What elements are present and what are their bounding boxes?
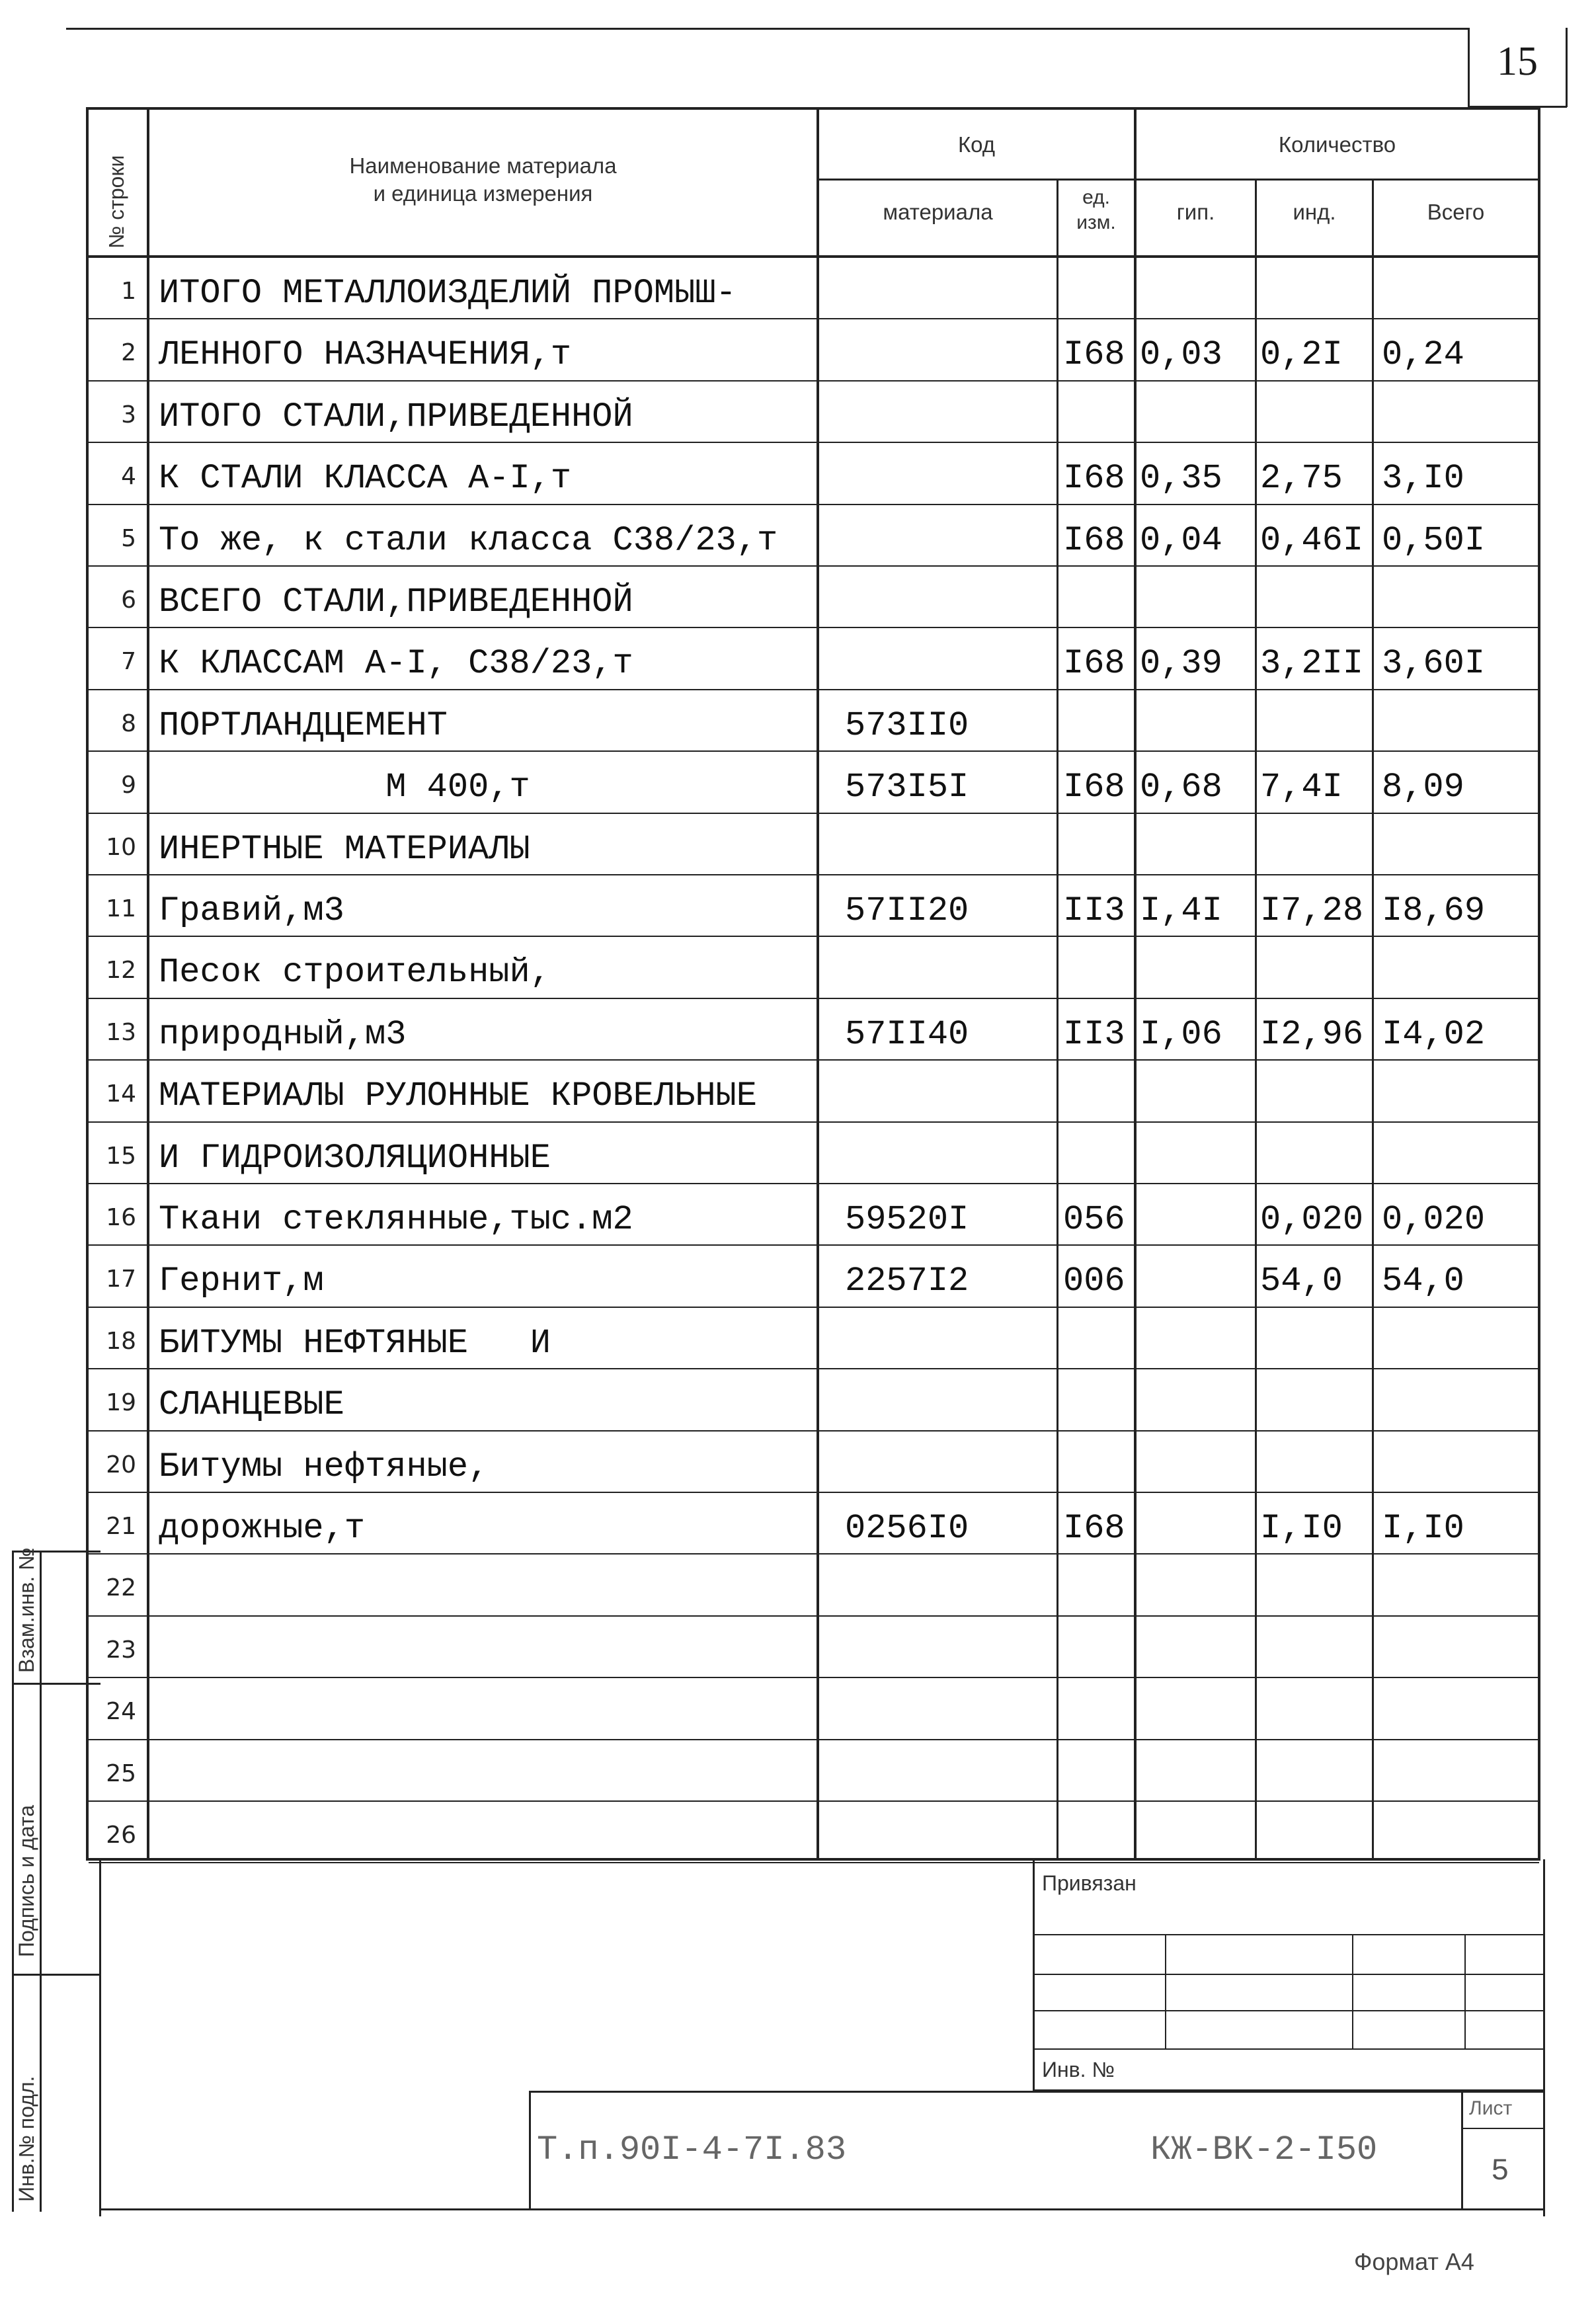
cell-unit-code: 056 (1063, 1200, 1125, 1239)
cell-qty-gip: 0,35 (1140, 459, 1222, 498)
row-number: 9 (121, 772, 136, 799)
cell-qty-gip: I,4I (1140, 891, 1222, 930)
page-number: 15 (1497, 39, 1538, 84)
row-number: 12 (106, 957, 136, 984)
cell-name: Битумы нефтяные, (159, 1447, 489, 1486)
side-vzam-inv: Взам.инв. № (15, 1547, 38, 1673)
cell-name: природный,м3 (159, 1015, 407, 1054)
row-number: 4 (121, 463, 136, 490)
cell-qty-total: I,I0 (1382, 1509, 1464, 1548)
cell-name: Гравий,м3 (159, 891, 344, 930)
sheet-label: Лист (1469, 2097, 1513, 2119)
cell-qty-gip: I,06 (1140, 1015, 1222, 1054)
cell-name: ИТОГО МЕТАЛЛОИЗДЕЛИЙ ПРОМЫШ- (159, 274, 737, 313)
row-number: 18 (106, 1328, 136, 1355)
cell-qty-gip: 0,39 (1140, 644, 1222, 683)
header-name-unit: и единица измерения (373, 181, 593, 206)
row-number: 11 (106, 895, 136, 922)
row-number: 14 (106, 1080, 136, 1108)
cell-qty-ind: I,I0 (1260, 1509, 1343, 1548)
cell-name: К КЛАССАМ А-I, С38/23,т (159, 644, 633, 683)
header-qty-ind: инд. (1293, 200, 1336, 224)
header-name: Наименование материала (349, 153, 617, 178)
cell-qty-ind: 0,2I (1260, 335, 1343, 374)
header-code: Код (957, 132, 996, 157)
cell-material-code: 57II40 (845, 1015, 969, 1054)
cell-name: ПОРТЛАНДЦЕМЕНТ (159, 706, 448, 745)
cell-material-code: 57II20 (845, 891, 969, 930)
cell-unit-code: II3 (1063, 1015, 1125, 1054)
cell-qty-ind: 54,0 (1260, 1262, 1343, 1301)
cell-qty-ind: I2,96 (1260, 1015, 1364, 1054)
cell-name: То же, к стали класса С38/23,т (159, 521, 778, 560)
cell-unit-code: I68 (1063, 1509, 1125, 1548)
cell-qty-total: 8,09 (1382, 768, 1464, 807)
drawing-code: КЖ-ВК-2-I50 (1150, 2130, 1378, 2169)
cell-name: Гернит,м (159, 1262, 324, 1301)
row-number: 13 (106, 1019, 136, 1046)
header-code-unit: ед. изм. (1076, 186, 1116, 233)
cell-unit-code: I68 (1063, 521, 1125, 560)
row-number: 5 (121, 525, 136, 552)
privyazan-label: Привязан (1042, 1871, 1137, 1895)
row-number: 26 (106, 1822, 136, 1849)
header-quantity: Количество (1278, 132, 1396, 157)
header-code-material: материала (883, 200, 993, 224)
cell-material-code: 573II0 (845, 706, 969, 745)
cell-qty-total: 0,50I (1382, 521, 1486, 560)
format-label: Формат А4 (1354, 2248, 1474, 2275)
cell-material-code: 2257I2 (845, 1262, 969, 1301)
document-code: Т.п.90I-4-7I.83 (537, 2130, 847, 2169)
row-number: 8 (121, 710, 136, 737)
row-number: 19 (106, 1389, 136, 1416)
cell-qty-total: I8,69 (1382, 891, 1486, 930)
cell-name: ИНЕРТНЫЕ МАТЕРИАЛЫ (159, 830, 530, 869)
row-number: 21 (106, 1513, 136, 1540)
row-number: 24 (106, 1698, 136, 1725)
cell-qty-total: 0,24 (1382, 335, 1464, 374)
row-number: 3 (121, 401, 136, 428)
cell-unit-code: I68 (1063, 459, 1125, 498)
row-number: 20 (106, 1451, 136, 1478)
cell-qty-ind: 0,020 (1260, 1200, 1364, 1239)
header-row-no: № строки (104, 155, 128, 249)
cell-qty-ind: 7,4I (1260, 768, 1343, 807)
cell-name: ЛЕННОГО НАЗНАЧЕНИЯ,т (159, 335, 572, 374)
row-number: 1 (121, 278, 136, 305)
cell-qty-total: I4,02 (1382, 1015, 1486, 1054)
cell-qty-ind: 3,2II (1260, 644, 1364, 683)
row-number: 22 (106, 1574, 136, 1601)
side-podpis-data: Подпись и дата (15, 1804, 38, 1957)
cell-name: ВСЕГО СТАЛИ,ПРИВЕДЕННОЙ (159, 583, 633, 622)
cell-qty-total: 0,020 (1382, 1200, 1486, 1239)
row-number: 16 (106, 1204, 136, 1231)
row-number: 6 (121, 586, 136, 614)
cell-qty-total: 54,0 (1382, 1262, 1464, 1301)
cell-qty-ind: 2,75 (1260, 459, 1343, 498)
row-number: 25 (106, 1760, 136, 1787)
cell-name: Песок строительный, (159, 953, 551, 992)
cell-material-code: 59520I (845, 1200, 969, 1239)
cell-unit-code: 006 (1063, 1262, 1125, 1301)
cell-material-code: 0256I0 (845, 1509, 969, 1548)
cell-name: БИТУМЫ НЕФТЯНЫЕ И (159, 1324, 551, 1363)
header-qty-total: Всего (1427, 200, 1485, 224)
cell-name: ИТОГО СТАЛИ,ПРИВЕДЕННОЙ (159, 397, 633, 436)
cell-name: Ткани стеклянные,тыс.м2 (159, 1200, 633, 1239)
inv-no-label: Инв. № (1042, 2058, 1115, 2081)
cell-qty-gip: 0,03 (1140, 335, 1222, 374)
row-number: 10 (106, 834, 136, 861)
cell-name: СЛАНЦЕВЫЕ (159, 1385, 344, 1424)
cell-qty-total: 3,I0 (1382, 459, 1464, 498)
row-number: 15 (106, 1143, 136, 1170)
cell-qty-ind: I7,28 (1260, 891, 1364, 930)
cell-qty-gip: 0,68 (1140, 768, 1222, 807)
cell-name: МАТЕРИАЛЫ РУЛОННЫЕ КРОВЕЛЬНЫЕ (159, 1076, 757, 1115)
header-qty-gip: гип. (1176, 200, 1215, 224)
cell-unit-code: I68 (1063, 644, 1125, 683)
sheet-number: 5 (1491, 2154, 1509, 2189)
side-inv-podl: Инв.№ подл. (15, 2076, 38, 2202)
cell-material-code: 573I5I (845, 768, 969, 807)
cell-unit-code: II3 (1063, 891, 1125, 930)
cell-unit-code: I68 (1063, 335, 1125, 374)
row-number: 23 (106, 1636, 136, 1664)
row-number: 2 (121, 339, 136, 366)
cell-name: И ГИДРОИЗОЛЯЦИОННЫЕ (159, 1139, 551, 1178)
cell-qty-gip: 0,04 (1140, 521, 1222, 560)
row-number: 17 (106, 1266, 136, 1293)
cell-unit-code: I68 (1063, 768, 1125, 807)
cell-name: дорожные,т (159, 1509, 366, 1548)
cell-name: К СТАЛИ КЛАССА А-I,т (159, 459, 572, 498)
cell-qty-total: 3,60I (1382, 644, 1486, 683)
cell-name: М 400,т (159, 768, 530, 807)
row-number: 7 (121, 648, 136, 675)
cell-qty-ind: 0,46I (1260, 521, 1364, 560)
